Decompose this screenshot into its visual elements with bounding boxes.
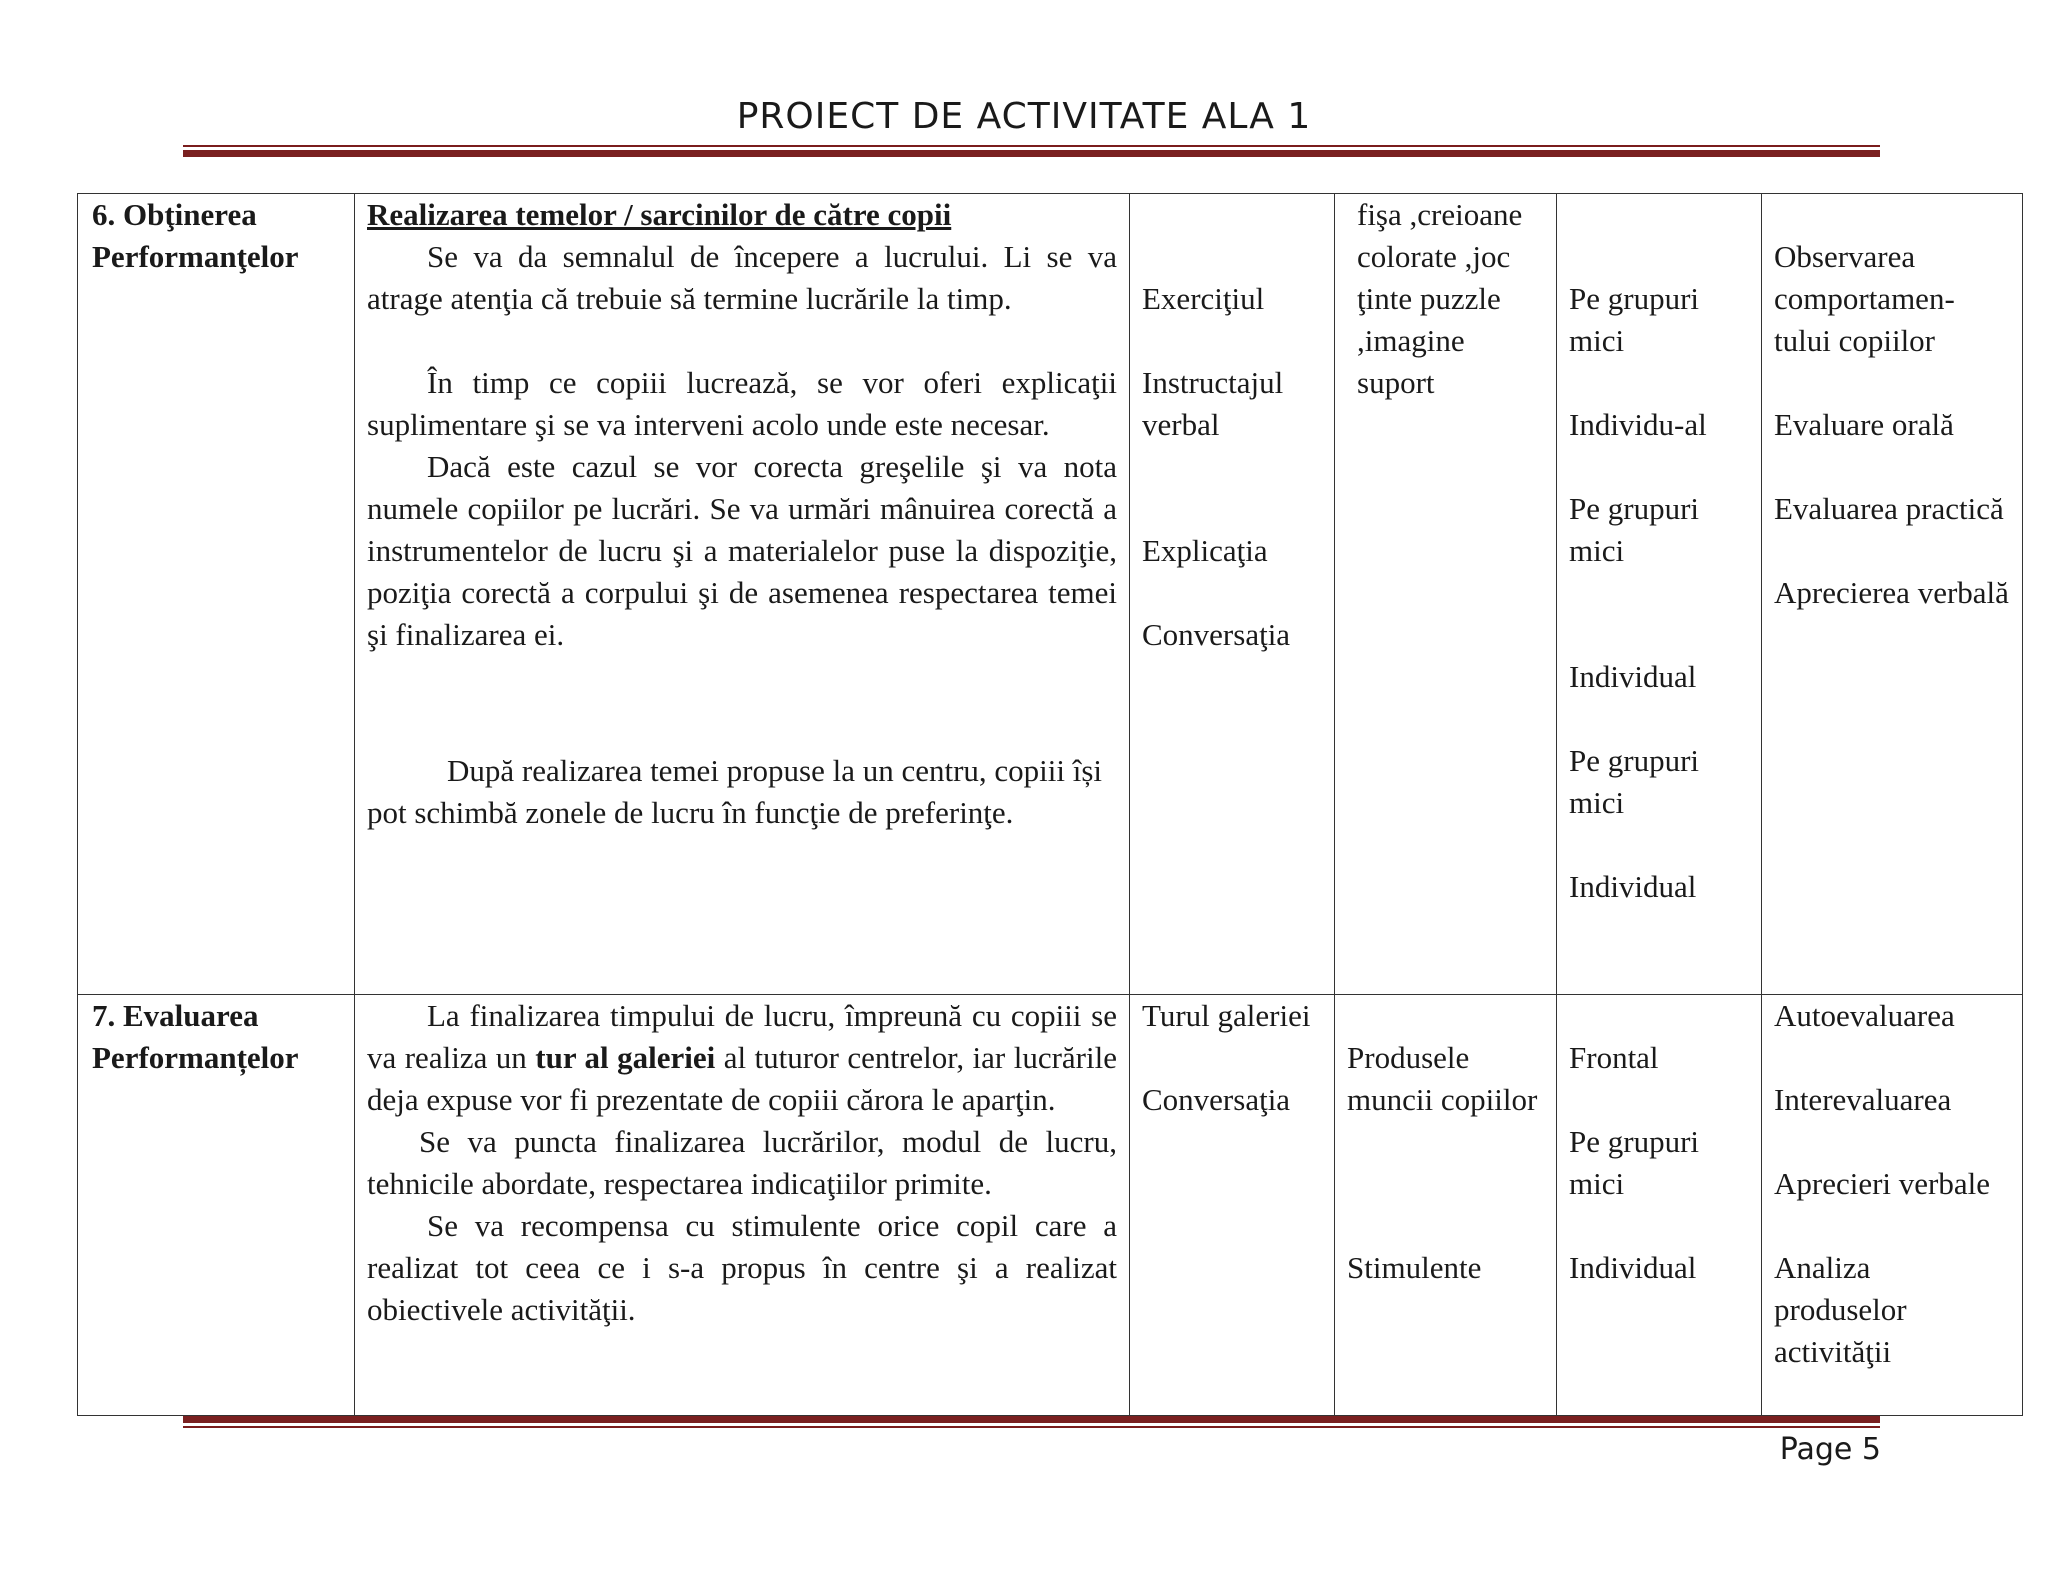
- eval-item: Aprecierea verbală: [1774, 575, 2009, 610]
- org-item: Individu-al: [1569, 407, 1707, 442]
- paragraph: Dacă este cazul se vor corecta greşelile şi va nota numele copiilor pe lucrări. Se va urmări mânuirea corectă a instrumentelor de lucru şi a materialelor puse la dispoziţie, poziţia corectă a corpului şi de asemenea respectarea temei şi finalizarea ei.: [367, 449, 1117, 652]
- evaluation-cell: [1762, 995, 2023, 1416]
- paragraph: Se va da semnalul de începere a lucrului. Li se va atrage atenţia că trebuie să termine lucrările la timp.: [367, 239, 1117, 316]
- eval-item: Observarea comportamen-tului copiilor: [1774, 239, 1955, 358]
- eval-item: Analiza produselor activităţii: [1774, 1250, 1907, 1369]
- paragraph: La finalizarea timpului de lucru, împreună cu copiii se va realiza un: [367, 998, 1117, 1075]
- content-cell: [355, 194, 1130, 995]
- stage-name: Performanțelor: [92, 1040, 299, 1075]
- methods-cell: [1130, 194, 1335, 995]
- eval-item: Evaluare orală: [1774, 407, 1954, 442]
- org-item: Pe grupuri mici: [1569, 743, 1700, 820]
- header-rule: [183, 145, 1880, 157]
- paragraph-emphasis: tur al galeriei: [535, 1040, 716, 1075]
- stage-number: 6. Obţinerea: [92, 197, 257, 232]
- paragraph: După realizarea temei propuse la un centru, copiii își pot schimbă zonele de lucru în funcţie de preferinţe.: [367, 753, 1103, 830]
- eval-item: Evaluarea practică: [1774, 491, 2004, 526]
- evaluation-cell: [1762, 194, 2023, 995]
- method-item: Conversaţia: [1142, 1082, 1291, 1117]
- org-item: Frontal: [1569, 1040, 1659, 1075]
- page-number: Page 5: [1779, 1432, 1881, 1467]
- content-cell: [355, 995, 1130, 1416]
- stage-number: 7. Evaluarea: [92, 998, 259, 1033]
- org-item: Individual: [1569, 659, 1697, 694]
- eval-item: Aprecieri verbale: [1774, 1166, 1991, 1201]
- footer-rule: [183, 1416, 1880, 1428]
- resources-text: fişa ,creioane colorate ,joc ţinte puzzle ,imagine suport: [1357, 197, 1523, 400]
- org-item: Individual: [1569, 869, 1697, 904]
- eval-item: Interevaluarea: [1774, 1082, 1952, 1117]
- stage-name: Performanţelor: [92, 239, 299, 274]
- resource-item: Produsele muncii copiilor: [1347, 1040, 1538, 1117]
- method-item: Turul galeriei: [1142, 998, 1311, 1033]
- table-row: [78, 194, 2023, 995]
- resources-cell: [1335, 995, 1557, 1416]
- resource-item: Stimulente: [1347, 1250, 1482, 1285]
- org-item: Pe grupuri mici: [1569, 1124, 1700, 1201]
- stage-cell: [78, 995, 355, 1416]
- paragraph: Se va recompensa cu stimulente orice copil care a realizat tot ceea ce i s-a propus în centre şi a realizat obiectivele activităţii.: [367, 1208, 1117, 1327]
- org-item: Pe grupuri mici: [1569, 491, 1700, 568]
- content-title: Realizarea temelor / sarcinilor de către copii: [367, 197, 952, 232]
- page-header-title: PROIECT DE ACTIVITATE ALA 1: [736, 96, 1312, 137]
- paragraph: Se va puncta finalizarea lucrărilor, modul de lucru, tehnicile abordate, respectarea indicaţiilor primite.: [367, 1124, 1117, 1201]
- organization-cell: [1557, 995, 1762, 1416]
- methods-cell: [1130, 995, 1335, 1416]
- method-item: Explicaţia: [1142, 533, 1268, 568]
- eval-item: Autoevaluarea: [1774, 998, 1955, 1033]
- activity-table: [77, 193, 2023, 1416]
- method-item: Exerciţiul: [1142, 281, 1265, 316]
- organization-cell: [1557, 194, 1762, 995]
- org-item: Pe grupuri mici: [1569, 281, 1700, 358]
- resources-cell: [1335, 194, 1557, 995]
- paragraph: al tuturor centrelor, iar lucrările deja expuse vor fi prezentate de copiii cărora le aparţin.: [367, 1040, 1117, 1117]
- method-item: Instructajul verbal: [1142, 365, 1284, 442]
- method-item: Conversaţia: [1142, 617, 1291, 652]
- table-row: [78, 995, 2023, 1416]
- paragraph: În timp ce copiii lucrează, se vor oferi explicaţii suplimentare şi se va interveni acolo unde este necesar.: [367, 365, 1117, 442]
- stage-cell: [78, 194, 355, 995]
- org-item: Individual: [1569, 1250, 1697, 1285]
